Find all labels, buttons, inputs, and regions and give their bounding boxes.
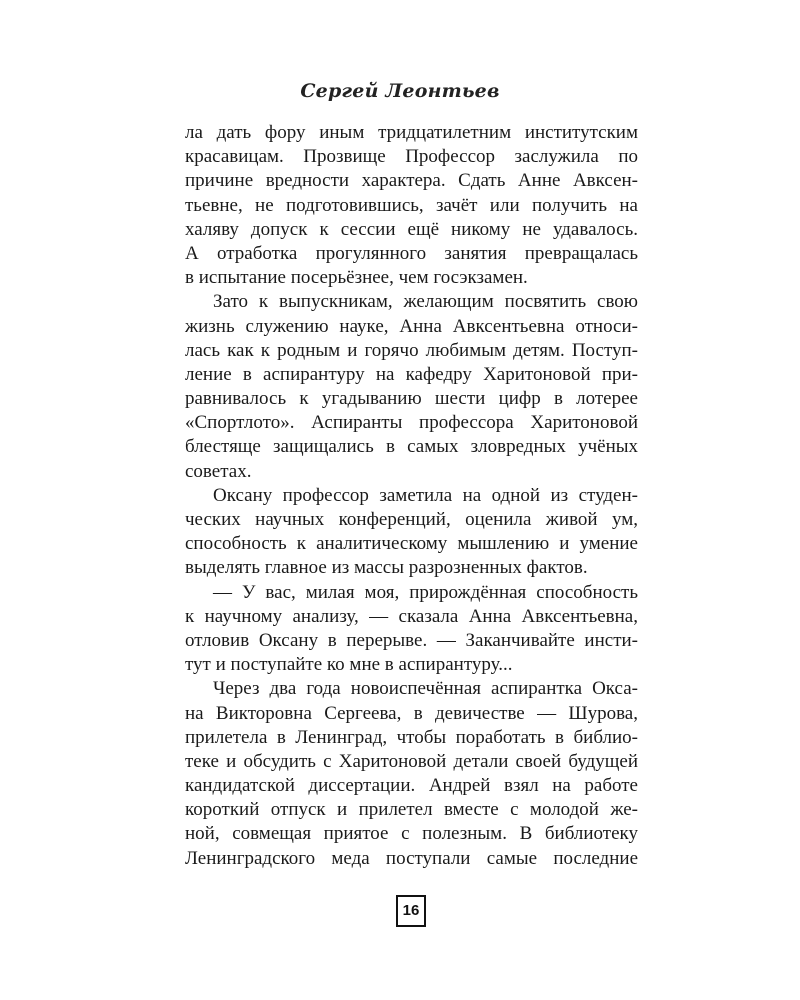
text-line: Оксану профессор заметила на одной из студен-	[213, 484, 638, 506]
paragraph	[185, 484, 638, 581]
text-line: кандидатской диссертации. Андрей взял на работе	[185, 775, 638, 797]
paragraph	[185, 121, 638, 290]
text-line: ление в аспирантуру на кафедру Харитоновой при-	[185, 363, 638, 385]
text-line: Ленинградского меда поступали самые последние	[185, 847, 638, 869]
text-line: короткий отпуск и прилетел вместе с молодой же-	[185, 799, 638, 821]
text-line: равнивалось к угадыванию шести цифр в лотерее	[185, 388, 638, 410]
text-line: ной, совмещая приятое с полезным. В библиотеку	[185, 823, 638, 845]
paragraph	[185, 581, 638, 678]
text-line: лась как к родным и горячо любимым детям. Поступ-	[185, 339, 638, 361]
running-header: Сергей Леонтьев	[300, 80, 500, 102]
text-line: А отработка прогулянного занятия превращалась	[185, 242, 638, 264]
text-line: отловив Оксану в перерыве. — Заканчивайте инсти-	[185, 629, 638, 651]
text-line: Зато к выпускникам, желающим посвятить свою	[213, 291, 638, 313]
text-line: выделять главное из массы разрозненных фактов.	[185, 557, 588, 579]
text-line: халяву допуск к сессии ещё никому не удавалось.	[185, 218, 638, 240]
body-text	[185, 121, 638, 871]
text-line: ческих научных конференций, оценила живой ум,	[185, 509, 638, 530]
text-line: на Викторовна Сергеева, в девичестве — Шурова,	[185, 702, 638, 724]
text-line: способность к аналитическому мышлению и умение	[185, 533, 638, 555]
text-line: — У вас, милая моя, прирождённая способность	[213, 581, 638, 603]
text-line: прилетела в Ленинград, чтобы поработать в библио-	[185, 726, 638, 748]
text-line: тут и поступайте ко мне в аспирантуру...	[185, 654, 513, 676]
text-line: ла дать фору иным тридцатилетним институтским	[185, 122, 638, 143]
text-line: блестяще защищались в самых зловредных учёных	[185, 436, 638, 458]
page-number: 16	[396, 895, 426, 927]
paragraph	[185, 290, 638, 484]
text-line: советах.	[185, 460, 252, 482]
text-line: жизнь служению науке, Анна Авксентьевна относи-	[185, 315, 638, 337]
text-line: причине вредности характера. Сдать Анне Авксен-	[185, 170, 638, 192]
text-line: «Спортлото». Аспиранты профессора Харитоновой	[185, 412, 638, 434]
text-line: Через два года новоиспечённая аспирантка Окса-	[213, 678, 638, 700]
text-line: красавицам. Прозвище Профессор заслужила по	[185, 146, 638, 168]
text-line: в испытание посерьёзнее, чем госэкзамен.	[185, 267, 528, 289]
text-line: тьевне, не подготовившись, зачёт или получить на	[185, 194, 638, 216]
text-line: к научному анализу, — сказала Анна Авксентьевна,	[185, 605, 638, 627]
paragraph	[185, 677, 638, 871]
text-line: теке и обсудить с Харитоновой детали своей будущей	[185, 750, 638, 772]
